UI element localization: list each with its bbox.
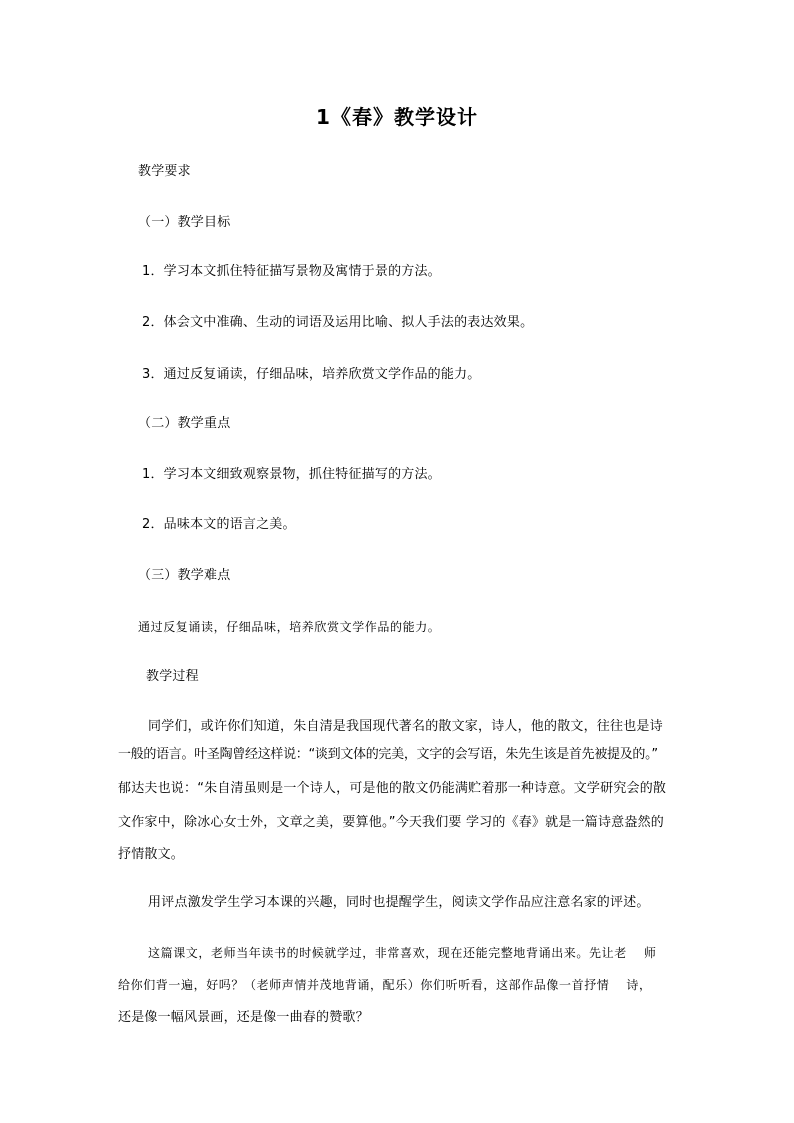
para2: 用评点激发学生学习本课的兴趣，同时也提醒学生，阅读文学作品应注意名家的评述。: [148, 895, 650, 910]
para3-line-3: 还是像一幅风景画，还是像一曲春的赞歌？: [118, 1010, 369, 1025]
requirements-heading: 教学要求: [138, 164, 191, 179]
key-point-item-1: 1．学习本文细致观察景物，抓住特征描写的方法。: [142, 467, 441, 482]
para3-line-1: 这篇课文，老师当年读书的时候就学过，非常喜欢，现在还能完整地背诵出来。先让老 师: [148, 946, 657, 960]
para1-line-4: 文作家中，除冰心女士外，文章之美，要算他。”今天我们要 学习的《春》就是一篇诗意盎然的: [118, 815, 664, 830]
para3-line-2: 给你们背一遍，好吗？（老师声情并茂地背诵，配乐）你们听听看，这部作品像一首抒情 诗，: [118, 978, 652, 992]
para1-line-3: 郁达夫也说：“朱自清虽则是一个诗人，可是他的散文仍能满贮着那一种诗意。文学研究会的散: [118, 781, 667, 796]
objective-item-3: 3．通过反复诵读，仔细品味，培养欣赏文学作品的能力。: [142, 367, 481, 382]
key-point-item-2: 2．品味本文的语言之美。: [142, 517, 296, 532]
objective-item-1: 1．学习本文抓住特征描写景物及寓情于景的方法。: [142, 264, 441, 279]
objective-item-2: 2．体会文中准确、生动的词语及运用比喻、拟人手法的表达效果。: [142, 315, 534, 330]
para1-line-5: 抒情散文。: [118, 847, 185, 862]
difficulties-text: 通过反复诵读，仔细品味，培养欣赏文学作品的能力。: [138, 620, 441, 634]
key-points-heading: （二）教学重点: [138, 416, 231, 431]
process-heading: 教学过程: [146, 669, 199, 684]
para1-line-2: 一般的语言。叶圣陶曾经这样说：“谈到文体的完美，文字的会写语，朱先生该是首先被提及的。”: [118, 747, 658, 762]
para1-line-1: 同学们，或许你们知道，朱自清是我国现代著名的散文家，诗人，他的散文，往往也是诗: [148, 719, 663, 734]
document-title: 1《春》教学设计: [316, 105, 478, 129]
objectives-heading: （一）教学目标: [138, 215, 231, 230]
difficulties-heading: （三）教学难点: [138, 568, 231, 583]
